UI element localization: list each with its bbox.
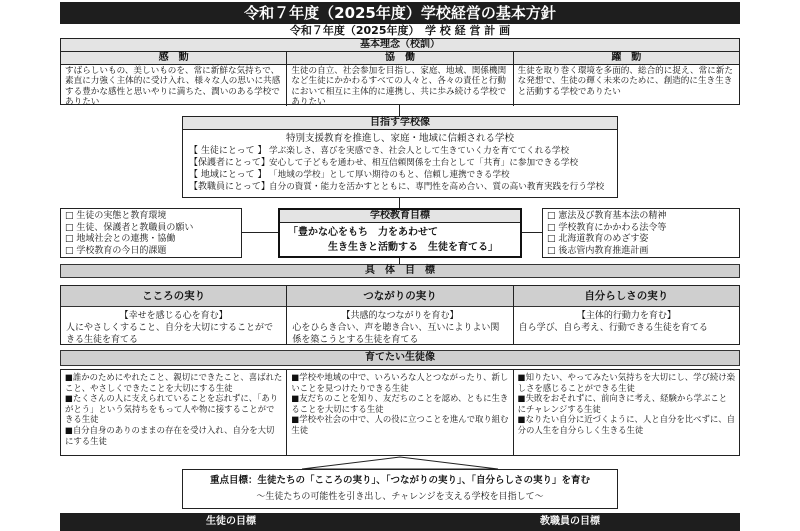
vision-lead: 特別支援教育を推進し、家庭・地域に信頼される学校 <box>285 133 514 144</box>
connector-line <box>399 105 400 116</box>
philosophy-column <box>514 52 739 106</box>
philosophy-section <box>60 38 740 108</box>
philosophy-text: 生徒の自立、社会参加を目指し、家庭、地域、関係機関など生徒にかかわるすべての人々と、各々の責任と行動において相互に主体的に連携し、共に歩み続ける学校でありたい <box>291 66 507 108</box>
factor-item: □ 地域社会との連携・協働 <box>65 234 176 244</box>
vision-label: 【保護者にとって】 <box>189 158 270 168</box>
student-image-item: ■たくさんの人に支えられていることを忘れずに、「ありがとう」という気持ちをもって人や物に接することができる生徒 <box>65 393 279 425</box>
priority-goal-sub: ～生徒たちの可能性を引き出し、チャレンジを支える学校を目指して～ <box>256 492 544 502</box>
philosophy-heading: 感 動 <box>61 52 286 65</box>
page-title: 令和７年度（2025年度）学校経営の基本方針 <box>60 2 740 24</box>
vision-header: 目指す学校像 <box>183 117 617 130</box>
school-goal-header: 学校教育目標 <box>280 210 520 223</box>
vision-text: 自分の資質・能力を活かすとともに、専門性を高め合い、質の高い教育実践を行う学校 <box>269 182 605 192</box>
vision-row <box>189 169 611 181</box>
philosophy-column <box>61 52 287 106</box>
student-image-header: 育てたい生徒像 <box>60 350 740 366</box>
student-image-item: ■失敗をおそれずに、前向きに考え、経験から学ぶことにチャレンジする生徒 <box>517 393 728 414</box>
student-image-item: ■なりたい自分に近づくように、人と自分を比べずに、自分の人生を自分らしく生きる生徒 <box>517 414 735 435</box>
school-goal-line: 生き生きと活動する 生徒を育てる」 <box>328 242 498 253</box>
vision-text: 「地域の学校」として厚い期待のもと、信頼し連携できる学校 <box>269 170 510 180</box>
vision-row <box>189 145 611 157</box>
student-image-column <box>61 370 287 455</box>
left-factors <box>60 208 242 258</box>
philosophy-text: すばらしいもの、美しいものを、常に新鮮な気持ちで、素直に力強く主体的に受け入れ、様々な人の思いに共感する豊かな感性と思いやりに満ちた、潤いのある学校でありたい <box>65 66 281 108</box>
vision-section <box>182 116 618 198</box>
connector-line <box>522 232 542 233</box>
student-image-item: ■誰かのためにやれたこと、親切にできたこと、喜ばれたこと、やさしくできたことを大切にする生徒 <box>65 372 283 393</box>
philosophy-header: 基本理念（校訓） <box>61 39 739 52</box>
student-image <box>60 369 740 456</box>
student-image-item: ■学校や社会の中で、人の役に立つことを進んで取り組む生徒 <box>291 414 509 435</box>
student-image-item: ■自分自身のありのままの存在を受け入れ、自分を大切にする生徒 <box>65 424 275 446</box>
concrete-goal-heading: こころの実り <box>61 286 286 307</box>
student-image-item: ■知りたい、やってみたい気持ちを大切にし、学び続け楽しさを感じることができる生徒 <box>517 372 735 393</box>
vision-text: 安心して子どもを通わせ、相互信頼関係を土台として「共育」に参加できる学校 <box>269 158 579 168</box>
concrete-goal-column <box>287 286 513 344</box>
vision-text: 学ぶ楽しさ、喜びを実感でき、社会人として生きていく力を育ててくれる学校 <box>269 146 570 156</box>
philosophy-column <box>287 52 513 106</box>
school-goal-line: 「豊かな心をもち 力をあわせて <box>288 227 438 238</box>
concrete-goal-column <box>514 286 739 344</box>
priority-goal-text: 重点目標：生徒たちの「こころの実り」、「つながりの実り」、「自分らしさの実り」を育む <box>209 475 590 486</box>
connector-line <box>242 232 278 233</box>
philosophy-text: 生徒を取り巻く環境を多面的、総合的に捉え、常に新たな発想で、生徒の輝く未来のために、創造的に生き生きと活動する学校でありたい <box>517 66 734 97</box>
student-image-column <box>287 370 513 455</box>
vision-row <box>189 181 611 193</box>
factor-item: □ 生徒の実態と教育環境 <box>65 211 167 221</box>
vision-label: 【 地域にとって 】 <box>189 170 267 180</box>
school-goal <box>278 208 522 258</box>
right-factors <box>542 208 740 258</box>
vision-label: 【教職員にとって】 <box>189 182 270 192</box>
concrete-goal-sub: 【主体的行動力を育む】 <box>576 311 676 321</box>
concrete-goal-column <box>61 286 287 344</box>
concrete-goal-text: 心をひらき合い、声を聴き合い、互いによりよい関係を築こうとする生徒を育てる <box>292 323 500 345</box>
student-goals-header: 生徒の目標 <box>60 513 402 531</box>
staff-goals-header: 教職員の目標 <box>400 513 740 531</box>
concrete-goal-sub: 【幸せを感じる心を育む】 <box>119 311 228 321</box>
concrete-goal-text: 自ら学び、自ら考え、行動できる生徒を育てる <box>518 323 708 333</box>
plan-subtitle: 令和７年度（2025年度） 学 校 経 営 計 画 <box>289 24 511 37</box>
factor-item: □ 後志管内教育推進計画 <box>547 245 649 256</box>
vision-label: 【 生徒にとって 】 <box>189 146 267 156</box>
factor-item: □ 北海道教育のめざす姿 <box>547 234 649 244</box>
concrete-goals <box>60 285 740 345</box>
factor-item: □ 生徒、保護者と教職員の願い <box>65 222 194 233</box>
factor-item: □ 学校教育の今日的課題 <box>65 245 167 256</box>
priority-goal <box>182 469 618 509</box>
concrete-goals-header: 具 体 目 標 <box>60 264 740 278</box>
philosophy-heading: 躍 動 <box>514 52 739 65</box>
student-image-item: ■友だちのことを知り、友だちのことを認め、ともに生きることを大切にする生徒 <box>291 393 509 414</box>
concrete-goal-heading: つながりの実り <box>287 286 512 307</box>
factor-item: □ 憲法及び教育基本法の精神 <box>547 211 667 221</box>
concrete-goal-text: 人にやさしくすること、自分を大切にすることができる生徒を育てる <box>66 323 274 345</box>
student-image-column <box>514 370 739 455</box>
factor-item: □ 学校教育にかかわる法令等 <box>547 222 667 233</box>
vision-row <box>189 157 611 169</box>
student-image-item: ■学校や地域の中で、いろいろな人とつながったり、新しいことを見つけたりできる生徒 <box>291 372 509 393</box>
philosophy-heading: 協 働 <box>287 52 512 65</box>
priority-triangle <box>300 456 500 470</box>
concrete-goal-sub: 【共感的なつながりを育む】 <box>341 311 459 321</box>
concrete-goal-heading: 自分らしさの実り <box>514 286 739 307</box>
